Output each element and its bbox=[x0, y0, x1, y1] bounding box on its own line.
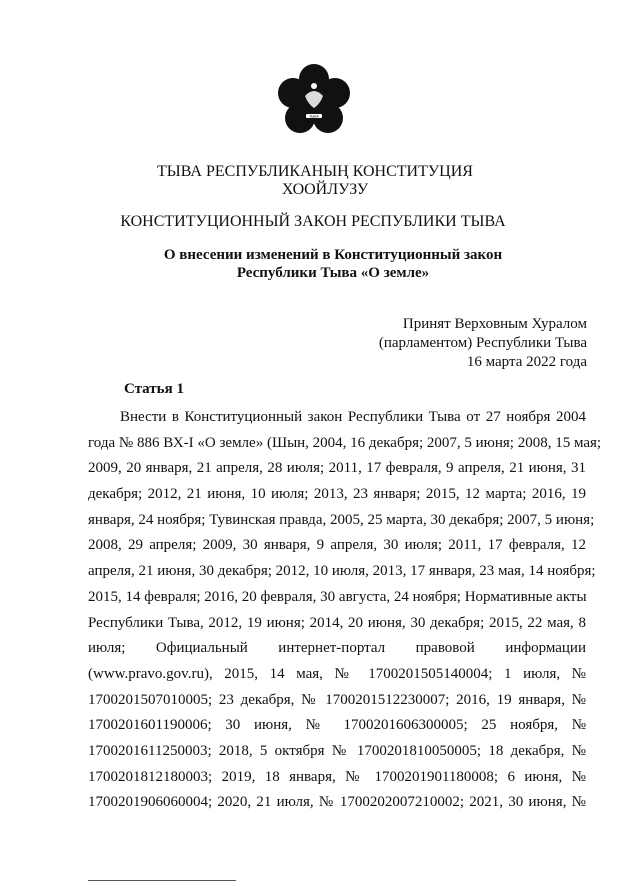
body-line: 1700201611250003; 2018, 5 октября № 1700201810050005; 18 декабря, № bbox=[88, 742, 586, 759]
body-line: 2009, 20 января, 21 апреля, 28 июля; 2011, 17 февраля, 9 апреля, 21 июня, 31 bbox=[88, 460, 586, 477]
title-russian: КОНСТИТУЦИОННЫЙ ЗАКОН РЕСПУБЛИКИ ТЫВА bbox=[120, 213, 506, 230]
body-line: 1700201812180003; 2019, 18 января, № 1700201901180008; 6 июня, № bbox=[88, 768, 586, 785]
body-line: 1700201601190006; 30 июня, № 1700201606300005; 25 ноября, № bbox=[88, 717, 586, 734]
body-line: 1700201507010005; 23 декабря, № 1700201512230007; 2016, 19 января, № bbox=[88, 691, 586, 708]
title-tyva-line2: ХООЙЛУЗУ bbox=[281, 181, 369, 198]
adoption-line2: (парламентом) Республики Тыва bbox=[378, 335, 587, 351]
body-line: года № 886 ВХ-I «О земле» (Шын, 2004, 16 декабря; 2007, 5 июня; 2008, 15 мая; bbox=[88, 434, 602, 451]
body-line: 2008, 29 апреля; 2009, 30 января, 9 апреля, 30 июля; 2011, 17 февраля, 12 bbox=[88, 537, 586, 554]
article-heading: Статья 1 bbox=[124, 381, 184, 397]
body-line: Республики Тыва, 2012, 19 июня; 2014, 20 июня, 30 декабря; 2015, 22 мая, 8 bbox=[88, 614, 586, 631]
footer-divider bbox=[88, 880, 236, 881]
body-line: декабря; 2012, 21 июня, 10 июля; 2013, 23 января; 2015, 12 марта; 2016, 19 bbox=[88, 486, 586, 503]
adoption-date: 16 марта 2022 года bbox=[466, 354, 587, 370]
body-line: (www.pravo.gov.ru), 2015, 14 мая, № 1700201505140004; 1 июля, № bbox=[88, 665, 586, 682]
body-line: апреля, 21 июня, 30 декабря; 2012, 10 июля, 2013, 17 января, 23 мая, 14 ноября; bbox=[88, 563, 596, 580]
adoption-line1: Принят Верховным Хуралом bbox=[402, 316, 587, 332]
body-line: 2015, 14 февраля; 2016, 20 февраля, 30 августа, 24 ноября; Нормативные акты bbox=[88, 588, 587, 605]
body-line: 1700201906060004; 2020, 21 июля, № 1700202007210002; 2021, 30 июня, № bbox=[88, 794, 586, 811]
subtitle-line1: О внесении изменений в Конституционный закон bbox=[163, 247, 503, 263]
article-body bbox=[88, 405, 602, 816]
body-line: января, 24 ноября; Тувинская правда, 2005, 25 марта, 30 декабря; 2007, 5 июня; bbox=[88, 511, 595, 528]
emblem-label: ТЫВА bbox=[309, 114, 319, 119]
body-line: Внести в Конституционный закон Республики Тыва от 27 ноября 2004 bbox=[120, 409, 586, 425]
title-tyva-line1: ТЫВА РЕСПУБЛИКАНЫҢ КОНСТИТУЦИЯ bbox=[157, 163, 473, 180]
tyva-emblem-icon bbox=[275, 62, 353, 140]
subtitle-line2: Республики Тыва «О земле» bbox=[236, 265, 430, 281]
body-line: июля; Официальный интернет-портал правовой информации bbox=[88, 640, 586, 657]
adoption-block bbox=[379, 315, 587, 372]
